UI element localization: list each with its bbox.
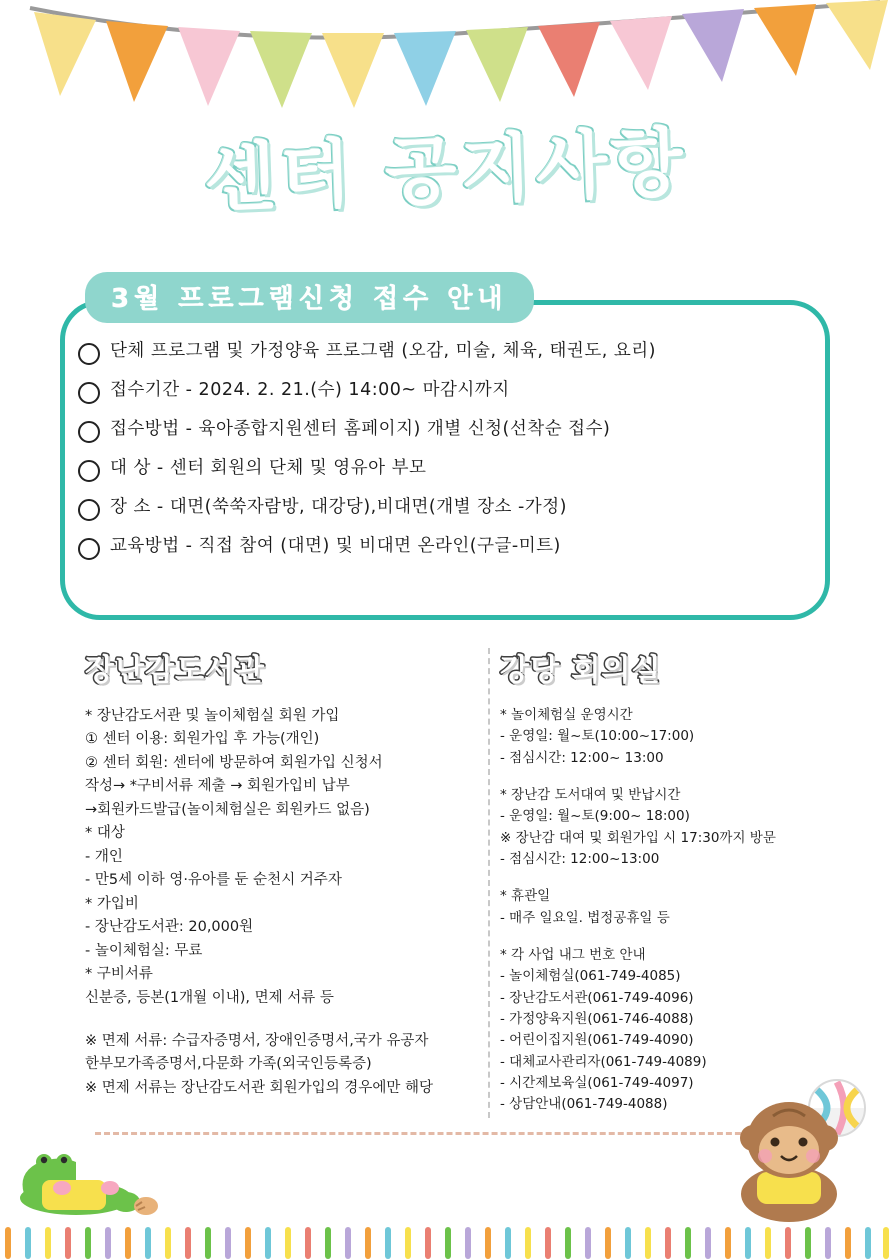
circle-bullet-icon (78, 421, 100, 443)
bottom-stripe-decoration (0, 1226, 891, 1260)
section-badge: 3월 프로그램신청 접수 안내 (85, 272, 534, 323)
bunting-decoration (0, 0, 891, 120)
circle-bullet-icon (78, 499, 100, 521)
hall-meeting-room-section (500, 645, 850, 1116)
text-line: - 대체교사관리자(061-749-4089) (500, 1053, 707, 1070)
list-item (78, 418, 818, 443)
monkey-mascot (711, 1076, 881, 1226)
dashed-separator (95, 1132, 795, 1135)
spacer (500, 769, 850, 785)
text-line: - 장난감도서관(061-749-4096) (500, 989, 694, 1006)
text-line: * 휴관일 (500, 888, 551, 905)
text-line: * 각 사업 내그 번호 안내 (500, 946, 646, 963)
circle-bullet-icon (78, 382, 100, 404)
hall-meeting-room-body (500, 705, 850, 1116)
text-line: * 장난감도서관 및 놀이체험실 회원 가입 (85, 708, 340, 724)
list-item (78, 457, 818, 482)
toy-library-body (85, 705, 465, 1010)
text-line: ① 센터 이용: 회원가입 후 가능(개인) (85, 731, 320, 748)
note-line: ※ 면제 서류는 장난감도서관 회원가입의 경우에만 해당 (85, 1079, 433, 1096)
page-title-text: 센터 공지사항 (203, 119, 689, 223)
spacer (500, 929, 850, 945)
note-line: ※ 면제 서류: 수급자증명서, 장애인증명서,국가 유공자 (85, 1033, 429, 1049)
list-item-label: 장 소 - 대면(쑥쑥자람방, 대강당),비대면(개별 장소 -가정) (110, 497, 567, 517)
text-line: - 매주 일요일. 법정공휴일 등 (500, 909, 670, 926)
list-item-label: 접수방법 - 육아종합지원센터 홈페이지) 개별 신청(선착순 접수) (110, 419, 611, 439)
crocodile-mascot (14, 1102, 174, 1222)
note-line: 한부모가족증명서,다문화 가족(외국인등록증) (85, 1056, 372, 1073)
text-line: - 어린이집지원(061-749-4090) (500, 1032, 694, 1049)
text-line: - 운영일: 월~토(9:00~ 18:00) (500, 808, 690, 825)
list-item (78, 535, 818, 560)
list-item (78, 340, 818, 365)
text-line: ② 센터 회원: 센터에 방문하여 회원가입 신청서 (85, 754, 383, 771)
text-line: * 장난감 도서대여 및 반납시간 (500, 786, 681, 803)
circle-bullet-icon (78, 538, 100, 560)
toy-library-section (85, 645, 465, 1010)
list-item-label: 단체 프로그램 및 가정양육 프로그램 (오감, 미술, 체육, 태권도, 요리) (110, 341, 656, 361)
toy-library-title: 장난감도서관 (85, 653, 265, 688)
text-line: 신분증, 등본(1개월 이내), 면제 서류 등 (85, 989, 334, 1006)
text-line: - 놀이체험실(061-749-4085) (500, 968, 681, 985)
exemption-notes (85, 1030, 505, 1100)
text-line: - 가정양육지원(061-746-4088) (500, 1010, 694, 1027)
text-line: ※ 장난감 대여 및 회원가입 시 17:30까지 방문 (500, 829, 776, 846)
text-line: * 구비서류 (85, 966, 153, 983)
circle-bullet-icon (78, 460, 100, 482)
text-line: →회원카드발급(놀이체험실은 회원카드 없음) (85, 801, 370, 818)
text-line: 작성→ *구비서류 제출 → 회원가입비 납부 (85, 778, 350, 795)
list-item-label: 교육방법 - 직접 참여 (대면) 및 비대면 온라인(구글-미트) (110, 536, 561, 556)
text-line: - 점심시간: 12:00~13:00 (500, 850, 660, 867)
text-line: * 놀이체험실 운영시간 (500, 707, 633, 723)
text-line: * 대상 (85, 825, 125, 842)
text-line: - 점심시간: 12:00~ 13:00 (500, 749, 664, 766)
spacer (500, 870, 850, 886)
list-item-label: 대 상 - 센터 회원의 단체 및 영유아 부모 (110, 458, 427, 478)
list-item (78, 496, 818, 521)
text-line: - 상담안내(061-749-4088) (500, 1096, 668, 1113)
text-line: - 개인 (85, 848, 123, 865)
text-line: - 운영일: 월~토(10:00~17:00) (500, 728, 695, 745)
text-line: - 장난감도서관: 20,000원 (85, 919, 254, 936)
program-list (78, 340, 818, 574)
text-line: - 놀이체험실: 무료 (85, 942, 203, 959)
circle-bullet-icon (78, 343, 100, 365)
text-line: * 가입비 (85, 895, 139, 912)
text-line: - 시간제보육실(061-749-4097) (500, 1074, 694, 1091)
list-item (78, 379, 818, 404)
list-item-label: 접수기간 - 2024. 2. 21.(수) 14:00~ 마감시까지 (110, 380, 510, 400)
text-line: - 만5세 이하 영·유아를 둔 순천시 거주자 (85, 872, 342, 889)
hall-meeting-room-title: 강당 회의실 (500, 653, 662, 688)
page-title (0, 112, 891, 223)
